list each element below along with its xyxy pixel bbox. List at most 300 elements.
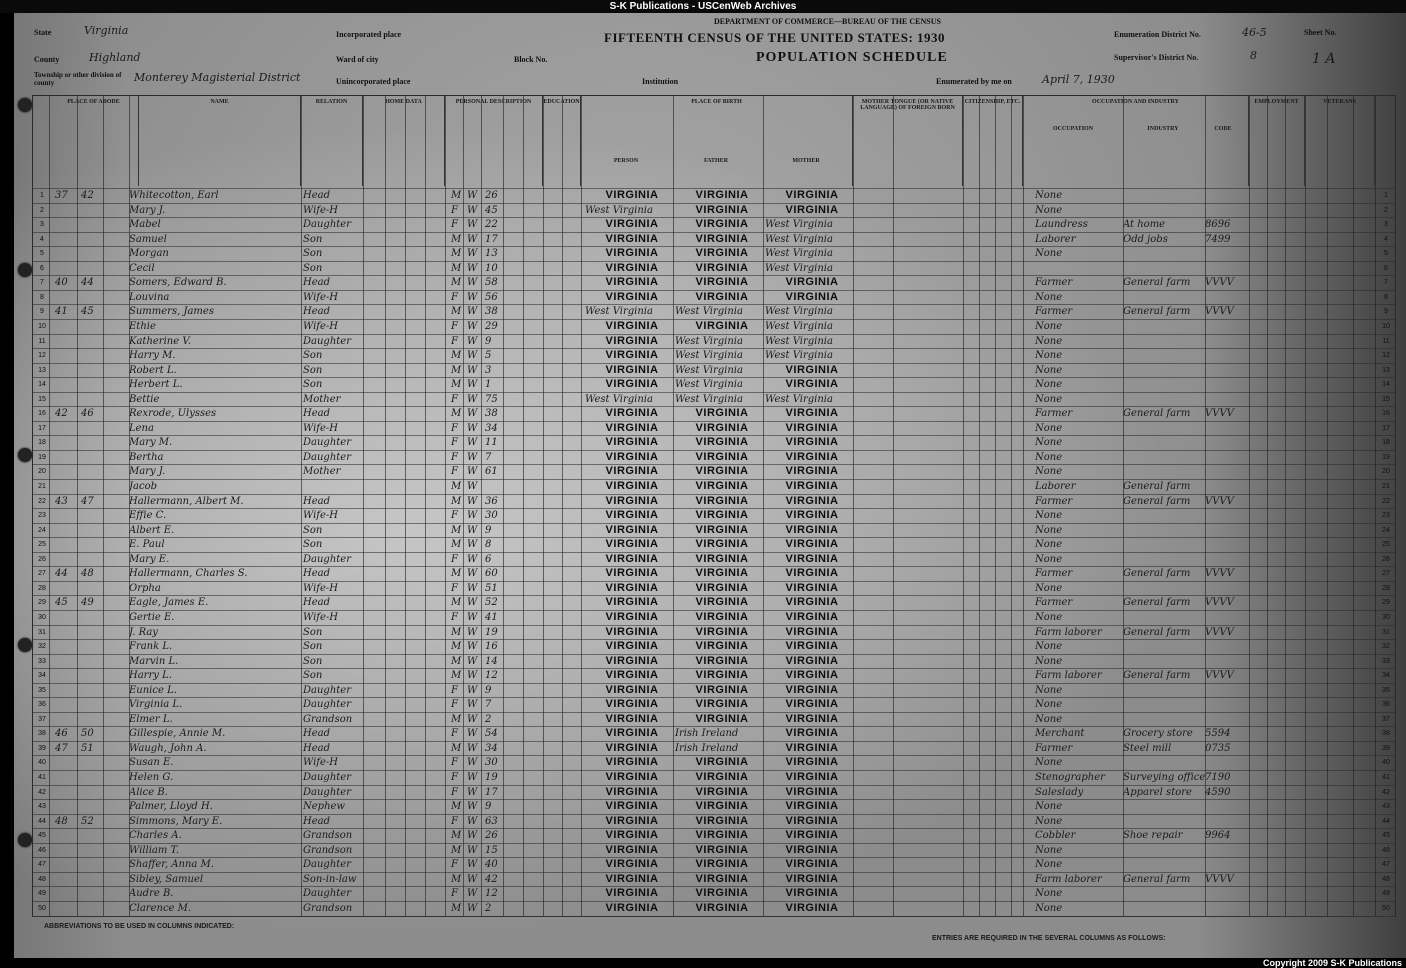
cell-ind xyxy=(1123,465,1205,479)
abbrev-label: ABBREVIATIONS TO BE USED IN COLUMNS INDICATED: xyxy=(44,923,235,930)
line-number: 26 xyxy=(38,555,46,563)
cell-age: 30 xyxy=(485,757,498,769)
cell-fam xyxy=(81,902,105,916)
table-row xyxy=(33,508,1395,523)
cell-sex: M xyxy=(451,408,462,420)
cell-race: W xyxy=(467,190,478,201)
cell-mb: VIRGINIA xyxy=(785,596,839,609)
cell-age: 40 xyxy=(485,859,498,871)
cell-pb: VIRGINIA xyxy=(605,901,659,914)
cell-rel: Daughter xyxy=(303,888,351,900)
cell-fam xyxy=(81,829,105,843)
line-number: 38 xyxy=(38,730,46,738)
cell-pb: VIRGINIA xyxy=(605,567,659,580)
cell-mb: West Virginia xyxy=(765,262,833,274)
cell-name: Hallermann, Charles S. xyxy=(129,568,248,580)
cell-race: W xyxy=(467,422,478,434)
cell-race: W xyxy=(467,786,478,798)
cell-sex: M xyxy=(451,248,462,260)
cell-fb: West Virginia xyxy=(675,306,743,318)
enum-district-label: Enumeration District No. xyxy=(1114,30,1201,39)
cell-occ: Laborer xyxy=(1035,233,1076,245)
cell-mb: VIRGINIA xyxy=(785,567,839,580)
cell-dw xyxy=(55,553,79,567)
cell-fb: VIRGINIA xyxy=(695,276,749,289)
cell-mb: VIRGINIA xyxy=(785,494,839,507)
cell-ind xyxy=(1123,189,1205,203)
cell-mb: VIRGINIA xyxy=(785,538,839,551)
line-number-right: 14 xyxy=(1382,381,1390,389)
cell-fb: West Virginia xyxy=(675,379,743,391)
cell-race: W xyxy=(467,699,478,711)
cell-age: 60 xyxy=(485,568,498,580)
cell-pb: VIRGINIA xyxy=(605,407,659,420)
cell-dw xyxy=(55,771,79,785)
cell-fb: VIRGINIA xyxy=(695,261,749,274)
line-number-right: 39 xyxy=(1382,744,1390,752)
cell-sex: M xyxy=(451,902,462,914)
table-row xyxy=(33,348,1395,363)
table-row xyxy=(33,581,1395,596)
cell-code: 8696 xyxy=(1205,219,1231,231)
cell-fb: VIRGINIA xyxy=(695,509,749,522)
cell-age: 36 xyxy=(485,495,498,507)
cell-sex: F xyxy=(451,699,458,711)
col-occupation-industry: OCCUPATION AND INDUSTRY OCCUPATION INDUSTRY CODE xyxy=(1023,96,1249,186)
cell-race: W xyxy=(467,495,478,507)
cell-age: 51 xyxy=(485,582,498,594)
cell-pb: VIRGINIA xyxy=(605,290,659,303)
cell-fb: VIRGINIA xyxy=(695,480,749,492)
cell-age: 30 xyxy=(485,510,498,522)
table-row xyxy=(33,770,1395,785)
cell-fb: West Virginia xyxy=(675,335,743,347)
institution-label: Institution xyxy=(642,77,679,86)
cell-occ: Merchant xyxy=(1035,728,1085,740)
cell-rel: Nephew xyxy=(303,801,345,813)
cell-ind xyxy=(1123,422,1205,436)
cell-dw: 43 xyxy=(55,495,68,507)
cell-ind: General farm xyxy=(1123,670,1191,682)
cell-occ: Farmer xyxy=(1035,408,1073,420)
line-number: 28 xyxy=(38,584,46,592)
line-number-right: 2 xyxy=(1384,206,1388,214)
cell-fb: VIRGINIA xyxy=(695,494,749,507)
cell-occ: None xyxy=(1035,320,1063,332)
cell-fam xyxy=(81,771,105,785)
line-number-right: 47 xyxy=(1382,861,1390,869)
cell-code xyxy=(1205,844,1247,858)
cell-occ: None xyxy=(1035,524,1063,536)
cell-fb: VIRGINIA xyxy=(695,625,749,638)
cell-dw: 48 xyxy=(55,815,68,827)
cell-fam xyxy=(81,465,105,479)
cell-fb: VIRGINIA xyxy=(695,465,749,478)
cell-pb: VIRGINIA xyxy=(605,319,659,332)
cell-race: W xyxy=(467,772,478,783)
cell-fam xyxy=(81,204,105,218)
cell-race: W xyxy=(467,451,478,463)
cell-name: Herbert L. xyxy=(129,379,183,391)
cell-rel: Daughter xyxy=(303,859,351,871)
cell-rel: Wife-H xyxy=(303,422,339,434)
cell-name: Frank L. xyxy=(129,641,173,653)
cell-fb: VIRGINIA xyxy=(695,785,749,798)
cell-rel: Head xyxy=(303,277,331,289)
cell-race: W xyxy=(467,553,478,565)
cell-ind: General farm xyxy=(1123,306,1191,318)
cell-sex: M xyxy=(451,830,462,842)
cell-ind xyxy=(1123,655,1205,669)
cell-fam xyxy=(81,800,105,814)
cell-pb: VIRGINIA xyxy=(605,814,659,827)
cell-fb: VIRGINIA xyxy=(695,814,749,827)
cell-fam: 52 xyxy=(81,815,94,827)
cell-ind xyxy=(1123,378,1205,392)
cell-rel: Son xyxy=(303,539,323,551)
cell-sex: M xyxy=(451,844,462,856)
cell-name: Mary M. xyxy=(129,437,173,449)
col-mother-tongue: MOTHER TONGUE (OR NATIVE LANGUAGE) OF FOREIGN BORN xyxy=(853,96,963,186)
cell-fam xyxy=(81,509,105,523)
line-number: 19 xyxy=(38,453,46,461)
cell-rel: Son xyxy=(303,233,323,245)
cell-race: W xyxy=(467,437,478,449)
cell-name: Elmer L. xyxy=(129,713,173,725)
column-rule xyxy=(301,96,302,916)
column-rule xyxy=(543,96,544,916)
cell-fb: West Virginia xyxy=(675,350,743,362)
cell-ind xyxy=(1123,247,1205,261)
cell-race: W xyxy=(467,641,478,653)
cell-dw xyxy=(55,669,79,683)
line-number-right: 38 xyxy=(1382,730,1390,738)
cell-dw xyxy=(55,480,79,494)
cell-pb: VIRGINIA xyxy=(605,378,659,391)
column-rule xyxy=(673,96,674,916)
table-row xyxy=(33,494,1395,509)
line-number-right: 22 xyxy=(1382,497,1390,505)
cell-pb: VIRGINIA xyxy=(605,218,659,231)
cell-ind xyxy=(1123,611,1205,625)
copyright-footer: Copyright 2009 S-K Publications xyxy=(1259,958,1406,968)
cell-mb: VIRGINIA xyxy=(785,290,839,303)
line-number-right: 46 xyxy=(1382,846,1390,854)
cell-sex: F xyxy=(451,291,458,303)
cell-fam: 44 xyxy=(81,277,94,289)
cell-mb: VIRGINIA xyxy=(785,450,839,463)
cell-name: Clarence M. xyxy=(129,902,192,914)
cell-code xyxy=(1205,436,1247,450)
cell-fam xyxy=(81,364,105,378)
cell-name: Eagle, James E. xyxy=(129,597,209,609)
column-rule xyxy=(1267,96,1268,916)
cell-fb: VIRGINIA xyxy=(695,771,749,783)
cell-name: Alice B. xyxy=(129,786,168,798)
table-row xyxy=(33,246,1395,261)
cell-code xyxy=(1205,713,1247,727)
line-number-right: 3 xyxy=(1384,221,1388,229)
cell-fam xyxy=(81,756,105,770)
cell-ind xyxy=(1123,364,1205,378)
cell-rel: Head xyxy=(303,742,331,754)
cell-mb: VIRGINIA xyxy=(785,887,839,900)
cell-sex: M xyxy=(451,568,462,580)
cell-occ: None xyxy=(1035,902,1063,914)
line-number: 37 xyxy=(38,715,46,723)
cell-rel: Son xyxy=(303,626,323,638)
line-number-right: 26 xyxy=(1382,555,1390,563)
cell-occ: Farmer xyxy=(1035,597,1073,609)
cell-age: 8 xyxy=(485,539,492,551)
cell-rel: Daughter xyxy=(303,553,351,565)
cell-fb: VIRGINIA xyxy=(695,538,749,551)
cell-occ: None xyxy=(1035,655,1063,667)
line-number-right: 29 xyxy=(1382,599,1390,607)
state-value: Virginia xyxy=(84,24,129,37)
column-rule xyxy=(1353,96,1354,916)
cell-occ: None xyxy=(1035,204,1063,216)
cell-dw xyxy=(55,538,79,552)
cell-occ: None xyxy=(1035,801,1063,813)
cell-ind xyxy=(1123,756,1205,770)
cell-name: Mabel xyxy=(129,219,161,231)
cell-sex: F xyxy=(451,466,458,478)
cell-fb: VIRGINIA xyxy=(695,654,749,667)
cell-age: 75 xyxy=(485,393,498,405)
line-number: 49 xyxy=(38,890,46,898)
cell-mb: VIRGINIA xyxy=(785,378,839,391)
cell-race: W xyxy=(467,902,478,914)
col-place-of-birth: PLACE OF BIRTH PERSON FATHER MOTHER xyxy=(581,96,853,186)
cell-ind xyxy=(1123,858,1205,872)
cell-code xyxy=(1205,465,1247,479)
cell-age: 9 xyxy=(485,684,492,696)
cell-occ: Farmer xyxy=(1035,306,1073,318)
line-number: 1 xyxy=(40,192,44,199)
cell-mb: VIRGINIA xyxy=(785,843,839,856)
cell-age: 2 xyxy=(485,713,492,725)
cell-age: 19 xyxy=(485,772,498,783)
line-number-right: 27 xyxy=(1382,570,1390,578)
cell-occ: None xyxy=(1035,641,1063,653)
cell-sex: M xyxy=(451,306,462,318)
line-number: 45 xyxy=(38,832,46,840)
col-industry: INDUSTRY xyxy=(1147,126,1179,132)
cell-fb: VIRGINIA xyxy=(695,669,749,682)
cell-name: Waugh, John A. xyxy=(129,742,207,754)
cell-sex: M xyxy=(451,655,462,667)
cell-pb: VIRGINIA xyxy=(605,509,659,522)
cell-sex: M xyxy=(451,873,462,885)
cell-name: Bertha xyxy=(129,451,164,463)
column-rule xyxy=(763,96,764,916)
cell-race: W xyxy=(467,524,478,536)
line-number-right: 9 xyxy=(1384,308,1388,316)
cell-ind xyxy=(1123,291,1205,305)
cell-name: Morgan xyxy=(129,248,169,260)
cell-race: W xyxy=(467,306,478,318)
cell-fam: 42 xyxy=(81,190,94,201)
cell-dw xyxy=(55,291,79,305)
cell-code: 9964 xyxy=(1205,830,1231,842)
cell-ind: General farm xyxy=(1123,481,1191,492)
cell-fam xyxy=(81,553,105,567)
cell-fam xyxy=(81,698,105,712)
county-label: County xyxy=(34,55,60,64)
line-number: 41 xyxy=(38,774,46,781)
cell-name: Susan E. xyxy=(129,757,174,769)
cell-pb: VIRGINIA xyxy=(605,232,659,245)
cell-race: W xyxy=(467,379,478,391)
column-rule xyxy=(1205,96,1206,916)
cell-rel: Grandson xyxy=(303,844,353,856)
column-rule xyxy=(425,96,426,916)
cell-code xyxy=(1205,698,1247,712)
cell-dw xyxy=(55,655,79,669)
line-number: 48 xyxy=(38,875,46,883)
cell-occ: None xyxy=(1035,888,1063,900)
cell-occ: Farmer xyxy=(1035,568,1073,580)
line-number-right: 42 xyxy=(1382,788,1390,796)
line-number-right: 43 xyxy=(1382,803,1390,811)
cell-name: Marvin L. xyxy=(129,655,179,667)
state-label: State xyxy=(34,28,52,37)
cell-code xyxy=(1205,655,1247,669)
line-number: 18 xyxy=(38,439,46,447)
line-number-right: 19 xyxy=(1382,453,1390,461)
column-rule xyxy=(49,96,50,916)
cell-sex: F xyxy=(451,728,458,740)
cell-race: W xyxy=(467,277,478,289)
cell-dw: 41 xyxy=(55,306,68,318)
cell-pb: VIRGINIA xyxy=(605,887,659,900)
cell-code: 0735 xyxy=(1205,742,1231,754)
cell-ind xyxy=(1123,902,1205,916)
col-employment: EMPLOYMENT xyxy=(1249,96,1305,186)
binder-hole xyxy=(18,448,32,462)
column-rule xyxy=(1011,96,1012,916)
cell-age: 1 xyxy=(485,379,492,391)
cell-pb: VIRGINIA xyxy=(605,450,659,463)
cell-fb: VIRGINIA xyxy=(695,247,749,260)
line-number-right: 34 xyxy=(1382,672,1390,680)
line-number: 47 xyxy=(38,861,46,869)
cell-ind xyxy=(1123,436,1205,450)
cell-race: W xyxy=(467,233,478,245)
cell-age: 16 xyxy=(485,641,498,653)
cell-sex: F xyxy=(451,451,458,463)
cell-name: Albert E. xyxy=(129,524,175,536)
block-label: Block No. xyxy=(514,55,548,64)
cell-ind xyxy=(1123,844,1205,858)
cell-name: Eunice L. xyxy=(129,684,177,696)
line-number-right: 17 xyxy=(1382,424,1390,432)
cell-fam xyxy=(81,393,105,407)
cell-dw: 44 xyxy=(55,568,68,580)
cell-name: Mary J. xyxy=(129,204,166,216)
cell-rel: Son xyxy=(303,641,323,653)
col-relation: RELATION xyxy=(301,96,363,186)
cell-code xyxy=(1205,262,1247,276)
cell-dw xyxy=(55,335,79,349)
cell-pb: VIRGINIA xyxy=(605,800,659,813)
cell-sex: F xyxy=(451,815,458,827)
cell-fb: VIRGINIA xyxy=(695,698,749,711)
cell-mb: VIRGINIA xyxy=(785,421,839,434)
cell-race: W xyxy=(467,655,478,667)
line-number: 43 xyxy=(38,803,46,811)
table-row xyxy=(33,334,1395,349)
cell-fb: West Virginia xyxy=(675,364,743,376)
column-rule xyxy=(979,96,980,916)
cell-ind xyxy=(1123,451,1205,465)
cell-age: 7 xyxy=(485,699,492,711)
cell-ind: Odd jobs xyxy=(1123,233,1168,245)
cell-rel: Daughter xyxy=(303,219,351,231)
cell-rel: Wife-H xyxy=(303,291,339,303)
cell-fam: 50 xyxy=(81,728,94,740)
cell-pb: VIRGINIA xyxy=(605,756,659,769)
cell-race: W xyxy=(467,568,478,580)
cell-mb: VIRGINIA xyxy=(785,785,839,798)
cell-sex: F xyxy=(451,859,458,871)
line-number-right: 41 xyxy=(1382,774,1390,781)
cell-occ: Farmer xyxy=(1035,742,1073,754)
cell-race: W xyxy=(467,844,478,856)
line-number-right: 7 xyxy=(1384,279,1388,287)
cell-race: W xyxy=(467,364,478,376)
line-number-right: 5 xyxy=(1384,250,1388,258)
cell-ind xyxy=(1123,509,1205,523)
cell-mb: VIRGINIA xyxy=(785,741,839,754)
cell-pb: VIRGINIA xyxy=(605,698,659,711)
cell-sex: F xyxy=(451,553,458,565)
cell-fam: 45 xyxy=(81,306,94,318)
table-row xyxy=(33,304,1395,319)
cell-fam: 48 xyxy=(81,568,94,580)
township-label: Township or other division of county xyxy=(34,71,122,87)
line-number-right: 32 xyxy=(1382,643,1390,651)
cell-pb: VIRGINIA xyxy=(605,683,659,696)
cell-mb: West Virginia xyxy=(765,393,833,405)
line-number-right: 44 xyxy=(1382,817,1390,825)
cell-name: Cecil xyxy=(129,262,155,274)
cell-pb: VIRGINIA xyxy=(605,436,659,449)
cell-code: 5594 xyxy=(1205,728,1231,740)
cell-occ: None xyxy=(1035,379,1063,391)
column-rule xyxy=(1327,96,1328,916)
table-row xyxy=(33,232,1395,247)
cell-ind xyxy=(1123,335,1205,349)
cell-rel: Daughter xyxy=(303,699,351,711)
cell-ind: General farm xyxy=(1123,626,1191,638)
table-row xyxy=(33,290,1395,305)
unincorporated-label: Unincorporated place xyxy=(336,77,411,86)
cell-fb: VIRGINIA xyxy=(695,829,749,842)
cell-mb: West Virginia xyxy=(765,233,833,245)
cell-race: W xyxy=(467,611,478,623)
cell-race: W xyxy=(467,466,478,478)
cell-dw xyxy=(55,887,79,901)
cell-pb: VIRGINIA xyxy=(605,727,659,740)
cell-dw xyxy=(55,873,79,887)
cell-age: 34 xyxy=(485,742,498,754)
cell-dw xyxy=(55,218,79,232)
cell-name: Whitecotton, Earl xyxy=(129,190,219,201)
cell-fam xyxy=(81,669,105,683)
cell-rel: Grandson xyxy=(303,713,353,725)
